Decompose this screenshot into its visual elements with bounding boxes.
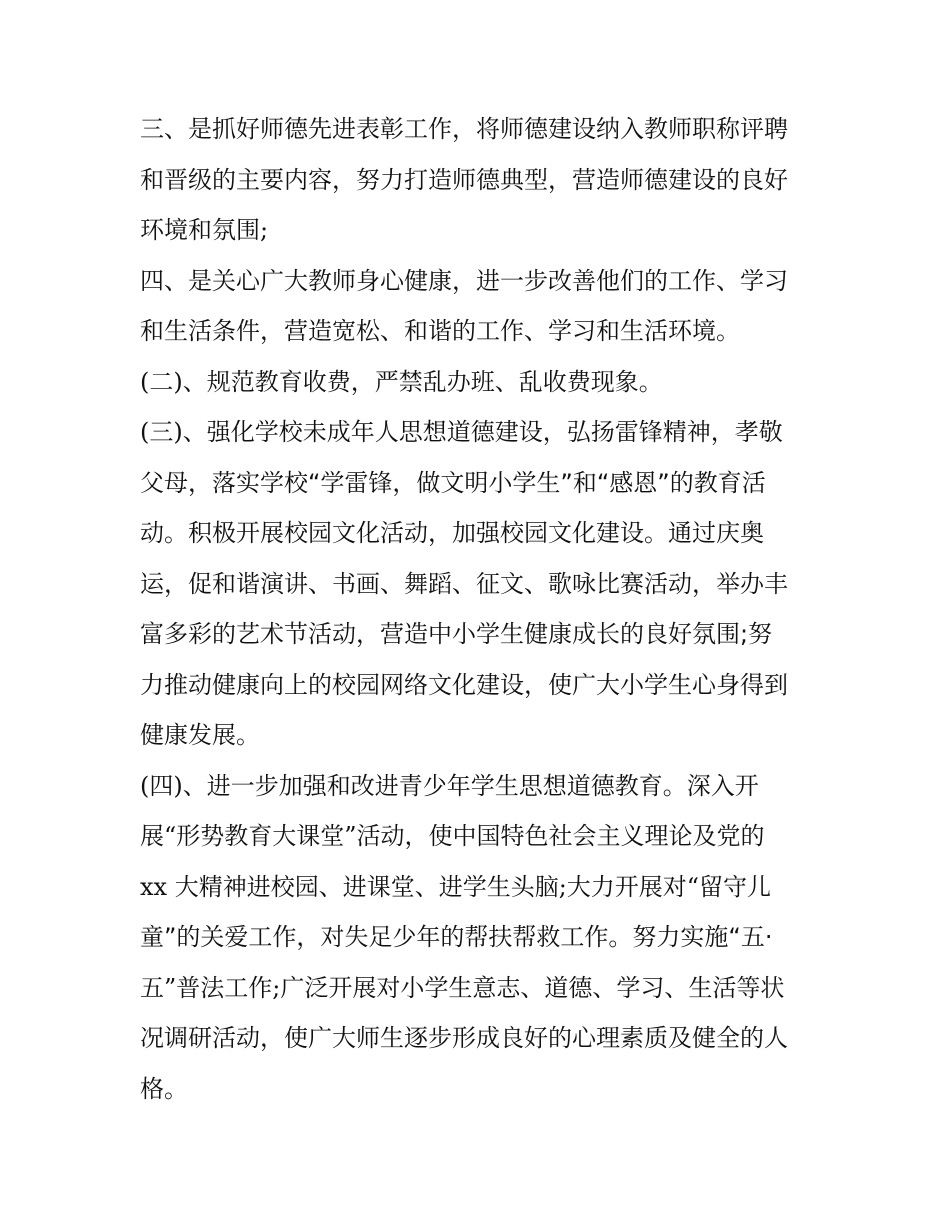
text-line: xx 大精神进校园、进课堂、进学生头脑;大力开展对“留守儿 [140,872,772,901]
text-line: 和生活条件，营造宽松、和谐的工作、学习和生活环境。 [140,317,740,345]
text-line: 环境和氛围; [140,216,269,244]
text-line: 动。积极开展校园文化活动，加强校园文化建设。通过庆奥 [140,519,764,547]
text-line: 父母，落实学校“学雷锋，做文明小学生”和“感恩”的教育活 [140,468,766,497]
text-line: 富多彩的艺术节活动，营造中小学生健康成长的良好氛围;努 [140,620,773,648]
text-line: (二)、规范教育收费，严禁乱办班、乱收费现象。 [140,367,663,396]
text-line: 格。 [140,1074,188,1103]
text-line: 四、是关心广大教师身心健康，进一步改善他们的工作、学习 [140,266,788,295]
text-line: 五”普法工作;广泛开展对小学生意志、道德、学习、生活等状 [140,973,785,1002]
text-line: 运，促和谐演讲、书画、舞蹈、征文、歌咏比赛活动，举办丰 [140,569,788,598]
document-body [140,104,816,1114]
text-line: (四)、进一步加强和改进青少年学生思想道德教育。深入开 [140,771,759,800]
text-line: 健康发展。 [140,721,260,749]
text-line: 童”的关爱工作，对失足少年的帮扶帮救工作。努力实施“五· [140,923,773,951]
text-line: 三、是抓好师德先进表彰工作，将师德建设纳入教师职称评聘 [140,115,788,143]
text-line: 况调研活动，使广大师生逐步形成良好的心理素质及健全的人 [140,1024,788,1052]
text-line: 力推动健康向上的校园网络文化建设，使广大小学生心身得到 [140,670,788,699]
text-line: 和晋级的主要内容，努力打造师德典型，营造师德建设的良好 [140,165,788,194]
text-line: 展“形势教育大课堂”活动，使中国特色社会主义理论及党的 [140,822,765,850]
text-line: (三)、强化学校未成年人思想道德建设，弘扬雷锋精神，孝敬 [140,418,783,446]
